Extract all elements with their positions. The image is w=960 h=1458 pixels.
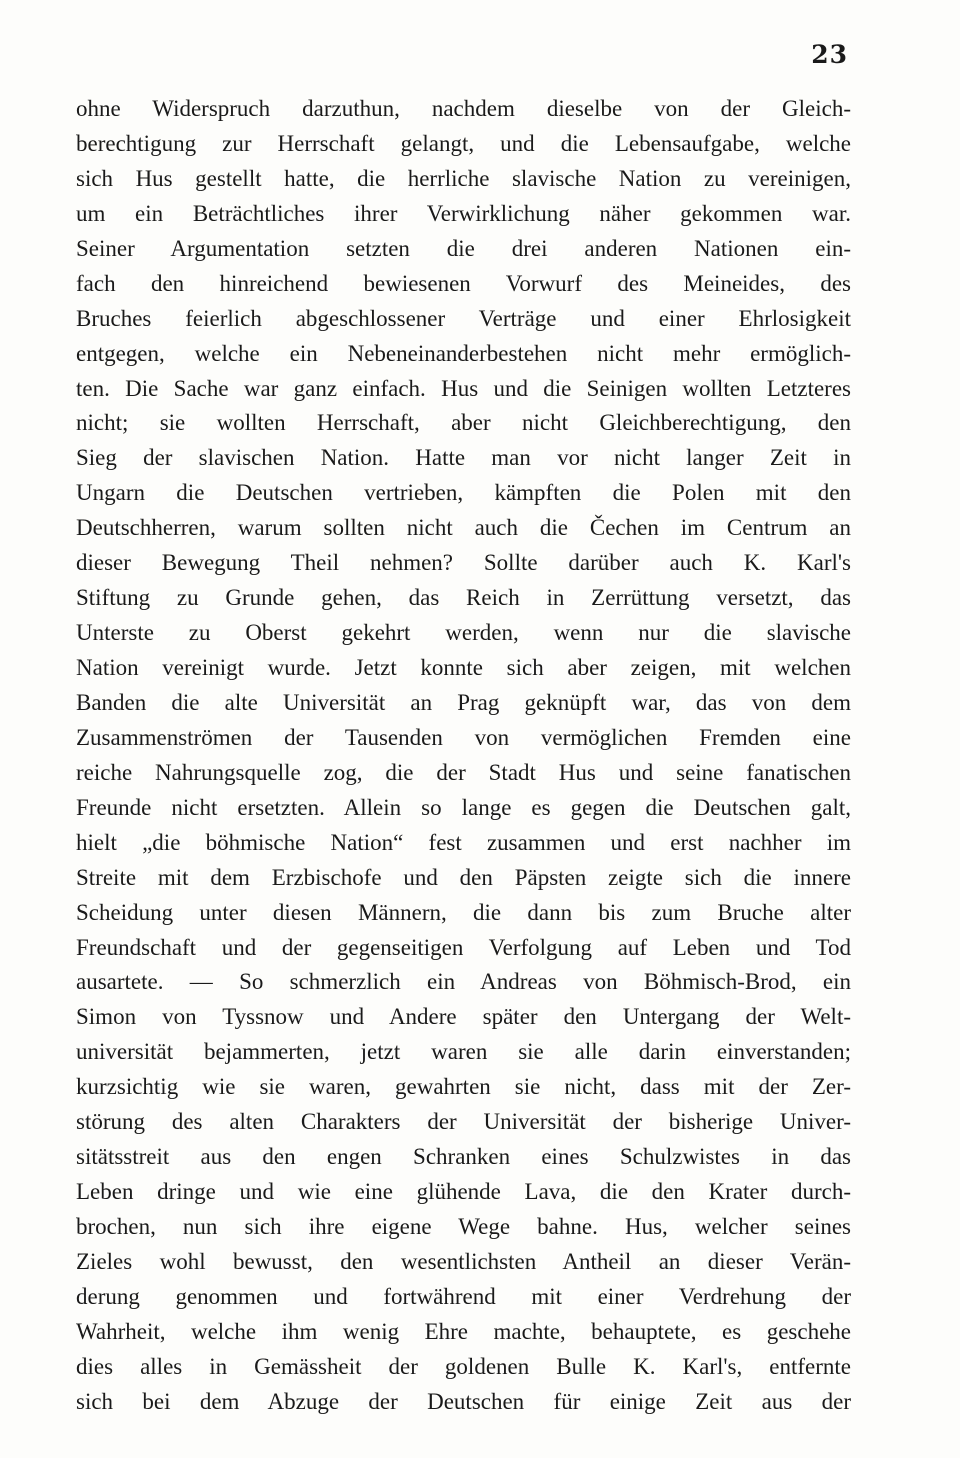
text-line: Scheidung unter diesen Männern, die dann bis zum Bruche alter [76, 899, 851, 925]
text-line: Simon von Tyssnow und Andere später den Untergang der Welt- [76, 1004, 851, 1030]
text-line: um ein Beträchtliches ihrer Verwirklichung näher gekommen war. [76, 200, 851, 226]
text-line: Zieles wohl bewusst, den wesentlichsten Antheil an dieser Verän- [76, 1248, 851, 1274]
text-line: Nation vereinigt wurde. Jetzt konnte sich aber zeigen, mit welchen [76, 655, 851, 680]
text-line: dieser Bewegung Theil nehmen? Sollte darüber auch K. Karl's [76, 550, 851, 576]
text-line: Bruches feierlich abgeschlossener Verträge und einer Ehrlosigkeit [76, 305, 851, 331]
text-line: Freundschaft und der gegenseitigen Verfolgung auf Leben und Tod [76, 934, 851, 960]
text-line: Leben dringe und wie eine glühende Lava, die den Krater durch- [76, 1179, 851, 1205]
text-line: Unterste zu Oberst gekehrt werden, wenn nur die slavische [76, 620, 851, 646]
text-line: berechtigung zur Herrschaft gelangt, und die Lebensaufgabe, welche [76, 130, 851, 156]
text-line: Deutschherren, warum sollten nicht auch die Čechen im Centrum an [76, 515, 851, 541]
text-line: Freunde nicht ersetzten. Allein so lange es gegen die Deutschen galt, [76, 794, 851, 820]
text-line: Wahrheit, welche ihm wenig Ehre machte, behauptete, es geschehe [76, 1318, 851, 1344]
text-line: universität bejammerten, jetzt waren sie alle darin einverstanden; [76, 1039, 851, 1065]
text-line: Ungarn die Deutschen vertrieben, kämpften die Polen mit den [76, 480, 851, 506]
text-line: entgegen, welche ein Nebeneinanderbestehen nicht mehr ermöglich- [76, 340, 851, 366]
text-line: brochen, nun sich ihre eigene Wege bahne. Hus, welcher seines [76, 1214, 851, 1239]
text-line: störung des alten Charakters der Universität der bisherige Univer- [76, 1109, 851, 1135]
text-line: nicht; sie wollten Herrschaft, aber nicht Gleichberechtigung, den [76, 410, 851, 436]
text-line: sitätsstreit aus den engen Schranken eines Schulzwistes in das [76, 1144, 851, 1170]
text-line: ohne Widerspruch darzuthun, nachdem dieselbe von der Gleich- [76, 96, 851, 121]
text-line: sich bei dem Abzuge der Deutschen für einige Zeit aus der [76, 1388, 851, 1414]
text-line: reiche Nahrungsquelle zog, die der Stadt Hus und seine fanatischen [76, 759, 851, 785]
text-line: sich Hus gestellt hatte, die herrliche slavische Nation zu vereinigen, [76, 165, 851, 191]
text-line: Banden die alte Universität an Prag geknüpft war, das von dem [76, 689, 851, 715]
text-line: ausartete. — So schmerzlich ein Andreas von Böhmisch-Brod, ein [76, 969, 851, 995]
text-line: kurzsichtig wie sie waren, gewahrten sie nicht, dass mit der Zer- [76, 1074, 851, 1100]
body-text [76, 92, 851, 1420]
text-line: hielt „die böhmische Nation“ fest zusammen und erst nachher im [76, 829, 851, 855]
text-line: derung genommen und fortwährend mit einer Verdrehung der [76, 1283, 851, 1309]
text-line: fach den hinreichend bewiesenen Vorwurf des Meineides, des [76, 270, 851, 296]
text-line: Zusammenströmen der Tausenden von vermöglichen Fremden eine [76, 724, 851, 750]
text-line: ten. Die Sache war ganz einfach. Hus und die Seinigen wollten Letzteres [76, 375, 851, 401]
text-line: Streite mit dem Erzbischofe und den Päpsten zeigte sich die innere [76, 864, 851, 890]
page-number: 23 [811, 40, 848, 69]
text-line: dies alles in Gemässheit der goldenen Bulle K. Karl's, entfernte [76, 1353, 851, 1379]
text-line: Sieg der slavischen Nation. Hatte man vor nicht langer Zeit in [76, 445, 851, 471]
text-line: Stiftung zu Grunde gehen, das Reich in Zerrüttung versetzt, das [76, 585, 851, 611]
text-line: Seiner Argumentation setzten die drei anderen Nationen ein- [76, 235, 851, 261]
